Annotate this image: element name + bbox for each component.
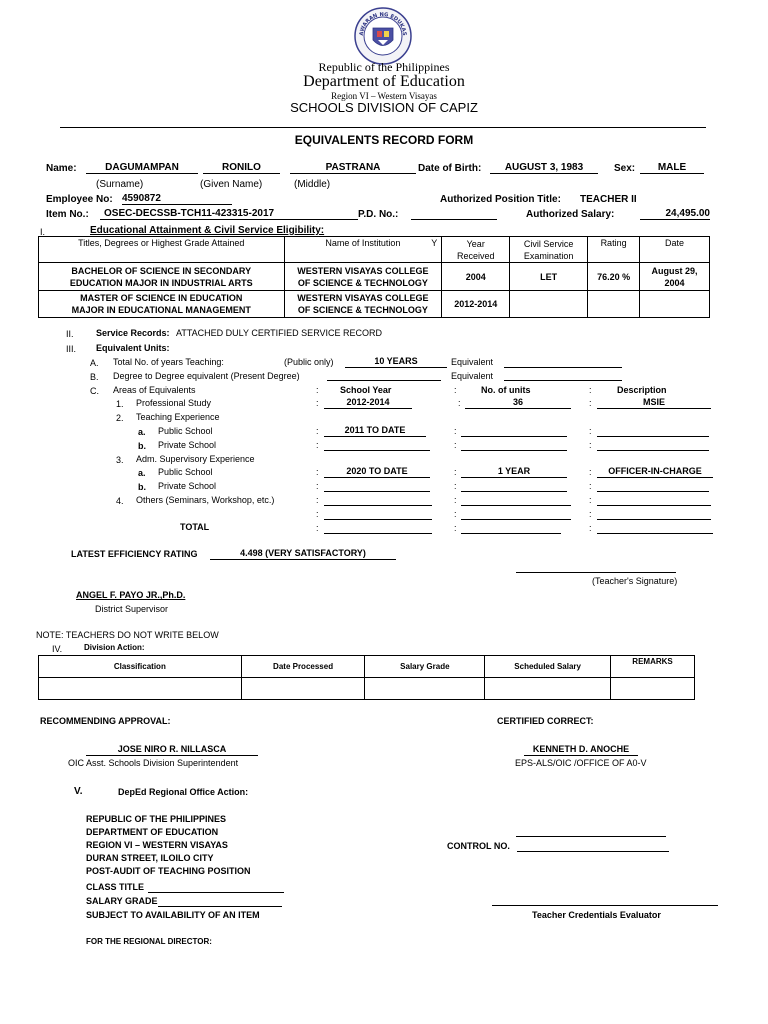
- colon: :: [589, 481, 592, 491]
- others-units-1: [461, 505, 571, 506]
- date-cell: [640, 291, 710, 318]
- exam-cell: [510, 291, 588, 318]
- evaluator-signature-line: [492, 905, 718, 906]
- stray-y-mark: Y: [431, 238, 438, 248]
- degree-equivalent-blank: [327, 380, 441, 381]
- adm-private-school-label: Private School: [158, 481, 217, 491]
- others-year-2: [324, 519, 432, 520]
- colon: :: [454, 495, 457, 505]
- class-title-label: CLASS TITLE: [86, 882, 144, 892]
- adm-private-desc: [597, 491, 709, 492]
- surname-caption: (Surname): [96, 179, 144, 190]
- education-row: [39, 291, 710, 318]
- col-exam-header: [510, 237, 588, 263]
- section5-roman: V.: [74, 786, 83, 797]
- salary-field: 24,495.00: [640, 208, 710, 220]
- evaluator-label: Teacher Credentials Evaluator: [532, 910, 661, 920]
- certified-name: KENNETH D. ANOCHE: [524, 744, 638, 756]
- education-header-row: [39, 237, 710, 263]
- exam-cell: LET: [510, 263, 588, 291]
- control-no-blank: [517, 851, 669, 852]
- rating-cell: [588, 291, 640, 318]
- position-label: Authorized Position Title:: [440, 194, 561, 205]
- teaching-experience-label: Teaching Experience: [136, 412, 220, 422]
- date-line1: August 29,: [651, 265, 698, 276]
- regional-line: REGION VI – WESTERN VISAYAS: [86, 840, 228, 850]
- institution-cell: [284, 291, 442, 318]
- pd-no-field: [411, 208, 497, 220]
- regional-line: DURAN STREET, ILOILO CITY: [86, 853, 214, 863]
- division-header-row: [39, 656, 695, 678]
- teaching-private-year: [324, 450, 430, 451]
- equivalent-label-a: Equivalent: [451, 357, 494, 367]
- total-desc: [597, 533, 713, 534]
- regional-address-block: [86, 813, 251, 878]
- institution-line2: OF SCIENCE & TECHNOLOGY: [297, 277, 428, 288]
- item-2-number: 2.: [116, 413, 124, 423]
- total-label: TOTAL: [180, 522, 210, 532]
- date-processed-header: Date Processed: [241, 656, 365, 678]
- item-2a-letter: a.: [138, 427, 146, 437]
- date-cell: [640, 263, 710, 291]
- colon: :: [589, 440, 592, 450]
- department-title: Department of Education: [303, 73, 465, 90]
- name-label: Name:: [46, 163, 77, 174]
- regional-line: DEPARTMENT OF EDUCATION: [86, 827, 219, 837]
- colon: :: [316, 467, 319, 477]
- given-name-field: RONILO: [203, 162, 280, 174]
- colon: :: [454, 385, 457, 395]
- colon: :: [316, 509, 319, 519]
- middle-caption: (Middle): [294, 179, 331, 190]
- others-desc-2: [597, 519, 711, 520]
- item-1-number: 1.: [116, 399, 124, 409]
- colon: :: [316, 426, 319, 436]
- republic-text: Republic of the Philippines: [318, 60, 450, 74]
- salary-label: Authorized Salary:: [526, 209, 615, 220]
- years-teaching-label: Total No. of years Teaching:: [113, 357, 224, 367]
- regional-line: POST-AUDIT OF TEACHING POSITION: [86, 866, 251, 876]
- seal-text: AWARAN NG EDUKAS: [358, 11, 408, 36]
- item-b-letter: B.: [90, 372, 99, 382]
- col-institution-header: [284, 237, 442, 263]
- colon: :: [589, 398, 592, 408]
- recommending-approval-label: RECOMMENDING APPROVAL:: [40, 716, 171, 726]
- date-processed-cell: [241, 678, 365, 700]
- section4-roman: IV.: [52, 644, 63, 654]
- adm-private-units: [461, 491, 567, 492]
- public-school-label: Public School: [158, 426, 213, 436]
- colon: :: [316, 398, 319, 408]
- surname-field: DAGUMAMPAN: [86, 162, 198, 174]
- section1-title: Educational Attainment & Civil Service Eligibility:: [90, 225, 325, 236]
- division-action-table: [38, 655, 695, 700]
- teacher-signature-caption: (Teacher's Signature): [592, 576, 678, 586]
- supervisor-name: ANGEL F. PAYO JR.,Ph.D.: [76, 590, 186, 600]
- years-teaching-field: 10 YEARS: [345, 356, 447, 368]
- year-cell: 2004: [442, 263, 510, 291]
- regional-action-label: DepEd Regional Office Action:: [118, 787, 249, 797]
- division-action-label: Division Action:: [84, 643, 145, 652]
- sex-label: Sex:: [614, 163, 636, 174]
- adm-public-year: 2020 TO DATE: [324, 466, 430, 478]
- region-text: Region VI – Western Visayas: [331, 91, 437, 101]
- colon: :: [316, 385, 319, 395]
- others-label: Others (Seminars, Workshop, etc.): [136, 495, 275, 505]
- item-3b-letter: b.: [138, 482, 146, 492]
- date-line2: 2004: [664, 277, 685, 288]
- degree-line2: MAJOR IN EDUCATIONAL MANAGEMENT: [71, 305, 251, 315]
- exam-header-line2: Examination: [523, 250, 574, 261]
- description-col-header: Description: [617, 385, 667, 395]
- equivalent-blank-b: [504, 380, 622, 381]
- degree-line1: BACHELOR OF SCIENCE IN SECONDARY: [71, 265, 252, 276]
- colon: :: [589, 523, 592, 533]
- salary-grade-blank: [158, 906, 282, 907]
- salary-grade-header: Salary Grade: [365, 656, 485, 678]
- colon: :: [589, 509, 592, 519]
- colon: :: [589, 426, 592, 436]
- colon: :: [316, 523, 319, 533]
- supervisor-title: District Supervisor: [95, 604, 169, 614]
- form-title: EQUIVALENTS RECORD FORM: [294, 133, 474, 147]
- position-value: TEACHER II: [580, 194, 637, 205]
- header-divider: [60, 127, 706, 128]
- certified-correct-label: CERTIFIED CORRECT:: [497, 716, 594, 726]
- item-c-letter: C.: [90, 386, 99, 396]
- pd-no-label: P.D. No.:: [358, 209, 399, 220]
- remarks-header: REMARKS: [611, 656, 695, 678]
- degree-equivalent-label: Degree to Degree equivalent (Present Degree): [113, 371, 300, 381]
- service-records-value: ATTACHED DULY CERTIFIED SERVICE RECORD: [176, 328, 383, 338]
- year-cell: 2012-2014: [442, 291, 510, 318]
- item-3-number: 3.: [116, 455, 124, 465]
- exam-header-line1: Civil Service: [523, 238, 574, 249]
- class-title-blank: [148, 892, 284, 893]
- teaching-public-units: [461, 436, 567, 437]
- professional-study-label: Professional Study: [136, 398, 212, 408]
- colon: :: [458, 398, 461, 408]
- efficiency-label: LATEST EFFICIENCY RATING: [71, 549, 198, 559]
- colon: :: [589, 467, 592, 477]
- regional-line: REPUBLIC OF THE PHILIPPINES: [86, 814, 227, 824]
- service-records-label: Service Records:: [96, 328, 170, 338]
- teaching-private-units: [461, 450, 567, 451]
- colon: :: [316, 440, 319, 450]
- professional-study-desc: MSIE: [597, 397, 711, 409]
- colon: :: [589, 385, 592, 395]
- recommending-title: OIC Asst. Schools Division Superintendent: [68, 758, 239, 768]
- classification-cell: [39, 678, 242, 700]
- adm-private-year: [324, 491, 430, 492]
- item-2b-letter: b.: [138, 441, 146, 451]
- institution-line1: WESTERN VISAYAS COLLEGE: [297, 293, 429, 303]
- total-units: [461, 533, 561, 534]
- colon: :: [454, 467, 457, 477]
- equivalent-label-b: Equivalent: [451, 371, 494, 381]
- adm-public-school-label: Public School: [158, 467, 213, 477]
- units-col-header: No. of units: [481, 385, 531, 395]
- item-4-number: 4.: [116, 496, 124, 506]
- salary-grade-label: SALARY GRADE: [86, 896, 158, 906]
- division-text: SCHOOLS DIVISION OF CAPIZ: [290, 100, 478, 115]
- middle-name-field: PASTRANA: [290, 162, 416, 174]
- degree-line2: EDUCATION MAJOR IN INDUSTRIAL ARTS: [69, 277, 253, 288]
- deped-seal: [352, 6, 414, 66]
- division-blank-row: [39, 678, 695, 700]
- others-desc-1: [597, 505, 711, 506]
- remarks-cell: [611, 678, 695, 700]
- education-table: [38, 236, 710, 318]
- colon: :: [589, 495, 592, 505]
- subject-availability-label: SUBJECT TO AVAILABILITY OF AN ITEM: [86, 910, 260, 920]
- colon: :: [454, 523, 457, 533]
- institution-line1: WESTERN VISAYAS COLLEGE: [297, 265, 429, 276]
- colon: :: [454, 440, 457, 450]
- given-name-caption: (Given Name): [200, 179, 263, 190]
- teaching-public-desc: [597, 436, 709, 437]
- others-units-2: [461, 519, 571, 520]
- institution-line2: OF SCIENCE & TECHNOLOGY: [297, 305, 428, 315]
- colon: :: [454, 481, 457, 491]
- colon: :: [454, 509, 457, 519]
- adm-public-desc: OFFICER-IN-CHARGE: [597, 466, 713, 478]
- item-a-letter: A.: [90, 358, 99, 368]
- regional-director-label: FOR THE REGIONAL DIRECTOR:: [86, 937, 212, 946]
- colon: :: [316, 495, 319, 505]
- efficiency-value: 4.498 (VERY SATISFACTORY): [210, 548, 396, 560]
- adm-supervisory-label: Adm. Supervisory Experience: [136, 454, 255, 464]
- control-top-line: [516, 836, 666, 837]
- col-rating-header: Rating: [588, 237, 640, 263]
- control-no-label: CONTROL NO.: [447, 841, 510, 851]
- colon: :: [316, 481, 319, 491]
- dob-field: AUGUST 3, 1983: [490, 162, 598, 174]
- scheduled-salary-cell: [485, 678, 611, 700]
- equivalent-blank-a: [504, 367, 622, 368]
- section1-roman: I.: [40, 227, 46, 237]
- degree-line1: MASTER OF SCIENCE IN EDUCATION: [80, 293, 243, 303]
- dob-label: Date of Birth:: [418, 163, 482, 174]
- professional-study-year: 2012-2014: [324, 397, 412, 409]
- col-titles-header: Titles, Degrees or Highest Grade Attained: [39, 237, 285, 263]
- degree-cell: [39, 291, 285, 318]
- teaching-private-desc: [597, 450, 709, 451]
- teaching-public-year: 2011 TO DATE: [324, 425, 426, 437]
- employee-no-field: 4590872: [122, 193, 232, 205]
- employee-no-label: Employee No:: [46, 194, 113, 205]
- scheduled-salary-header: Scheduled Salary: [485, 656, 611, 678]
- salary-grade-cell: [365, 678, 485, 700]
- year-header-line1: Year: [466, 238, 485, 249]
- rating-cell: 76.20 %: [588, 263, 640, 291]
- recommending-name: JOSE NIRO R. NILLASCA: [86, 744, 258, 756]
- item-no-field: OSEC-DECSSB-TCH11-423315-2017: [100, 208, 358, 220]
- total-year: [324, 533, 432, 534]
- private-school-label: Private School: [158, 440, 217, 450]
- school-year-col-header: School Year: [340, 385, 392, 395]
- teachers-note: NOTE: TEACHERS DO NOT WRITE BELOW: [36, 630, 219, 640]
- areas-label: Areas of Equivalents: [113, 385, 196, 395]
- item-no-label: Item No.:: [46, 209, 89, 220]
- year-header-line2: Received: [456, 250, 495, 261]
- colon: :: [454, 426, 457, 436]
- others-year-1: [324, 505, 432, 506]
- equivalent-units-label: Equivalent Units:: [96, 343, 170, 353]
- col-date-header: Date: [640, 237, 710, 263]
- classification-header: Classification: [39, 656, 242, 678]
- col-year-header: [442, 237, 510, 263]
- adm-public-units: 1 YEAR: [461, 466, 567, 478]
- education-row: [39, 263, 710, 291]
- teacher-signature-line: [516, 572, 676, 573]
- institution-cell: [284, 263, 442, 291]
- item-3a-letter: a.: [138, 468, 146, 478]
- degree-cell: [39, 263, 285, 291]
- professional-study-units: 36: [465, 397, 571, 409]
- section3-roman: III.: [66, 344, 77, 354]
- public-only-note: (Public only): [284, 357, 334, 367]
- sex-field: MALE: [640, 162, 704, 174]
- section2-roman: II.: [66, 329, 74, 339]
- certified-title: EPS-ALS/OIC /OFFICE OF A0-V: [515, 758, 647, 768]
- col-institution-label: Name of Institution: [325, 238, 401, 248]
